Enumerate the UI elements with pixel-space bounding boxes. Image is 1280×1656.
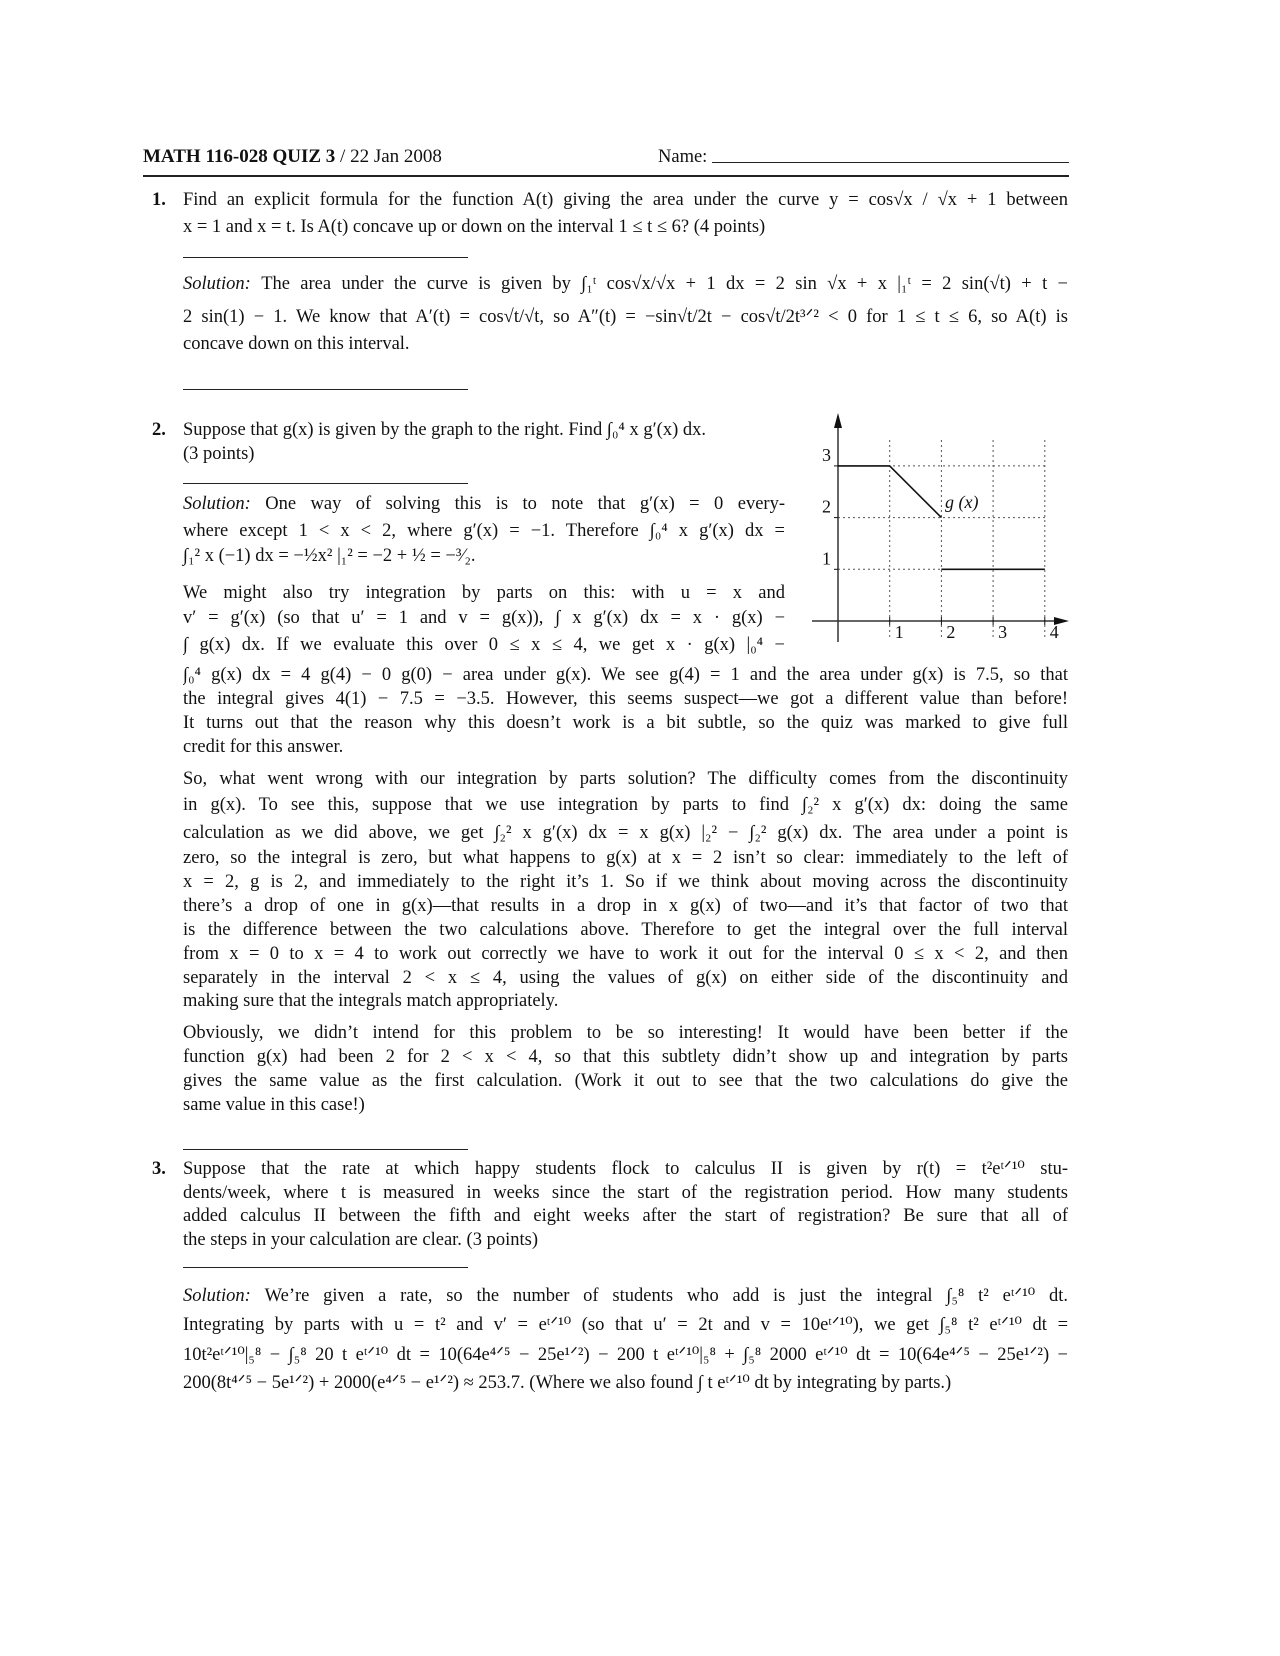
solution-paragraph-line: gives the same value as the first calculation. (Work it out to see that the two calculations do give the	[183, 1071, 1068, 1091]
question-text: added calculus II between the fifth and eight weeks after the start of registration? Be sure that all of	[183, 1206, 1068, 1226]
x-tick-label: 3	[998, 622, 1008, 642]
question-number: 3.	[152, 1159, 166, 1179]
solution-paragraph-line: Obviously, we didn’t intend for this problem to be so interesting! It would have been better if the	[183, 1023, 1068, 1043]
solution-line: 10t²eᵗᐟ¹⁰|₅⁸ − ∫₅⁸ 20 t eᵗᐟ¹⁰ dt = 10(64e⁴ᐟ⁵ − 25e¹ᐟ²) − 200 t eᵗᐟ¹⁰|₅⁸ + ∫₅⁸ 2000 eᵗᐟ¹⁰ dt = 10(64e⁴ᐟ⁵ − 25e¹ᐟ²) −	[183, 1345, 1068, 1365]
solution-label: Solution:	[183, 274, 262, 294]
question-number: 2.	[152, 420, 166, 440]
solution-line: ∫ g(x) dx. If we evaluate this over 0 ≤ x ≤ 4, we get x · g(x) |₀⁴ −	[183, 635, 785, 655]
solution-line: Solution: One way of solving this is to note that g′(x) = 0 every-	[183, 494, 785, 514]
separator-rule	[183, 483, 468, 484]
solution-paragraph-line: there’s a drop of one in g(x)—that results in a drop in x g(x) of two—and it’s that factor of two that	[183, 896, 1068, 916]
solution-paragraph-line: same value in this case!)	[183, 1095, 365, 1115]
solution-line: credit for this answer.	[183, 737, 344, 757]
name-label: Name:	[658, 147, 708, 167]
x-tick-label: 1	[894, 622, 904, 642]
solution-paragraph-line: separately in the interval 2 < x ≤ 4, using the values of g(x) on either side of the discontinuity and	[183, 968, 1068, 988]
question-text: Find an explicit formula for the function A(t) giving the area under the curve y = cos√x / √x + 1 between	[183, 190, 1068, 210]
solution-paragraph-line: making sure that the integrals match appropriately.	[183, 991, 559, 1011]
question-text: Suppose that the rate at which happy students flock to calculus II is given by r(t) = t²eᵗᐟ¹⁰ stu-	[183, 1159, 1068, 1179]
solution-label: Solution:	[183, 494, 266, 514]
separator-rule	[183, 1267, 468, 1268]
solution-line: 2 sin(1) − 1. We know that A′(t) = cos√t/√t, so A″(t) = −sin√t/2t − cos√t/2t³ᐟ² < 0 for 1 ≤ t ≤ 6, so A(t) is	[183, 307, 1068, 327]
question-text: dents/week, where t is measured in weeks since the start of the registration period. How many students	[183, 1183, 1068, 1203]
solution-line: the integral gives 4(1) − 7.5 = −3.5. However, this seems suspect—we got a different value than before!	[183, 689, 1068, 709]
solution-line: It turns out that the reason why this doesn’t work is a bit subtle, so the quiz was marked to give full	[183, 713, 1068, 733]
y-tick-label: 2	[822, 496, 831, 517]
question-text: the steps in your calculation are clear. (3 points)	[183, 1230, 538, 1250]
solution-paragraph-line: x = 2, g is 2, and immediately to the right it’s 1. So if we think about moving across the discontinuity	[183, 872, 1068, 892]
question-text: x = 1 and x = t. Is A(t) concave up or down on the interval 1 ≤ t ≤ 6? (4 points)	[183, 217, 766, 237]
solution-paragraph-line: zero, so the integral is zero, but what happens to g(x) at x = 2 isn’t so clear: immediately to the left of	[183, 848, 1068, 868]
course-title: MATH 116-028 QUIZ 3	[143, 146, 336, 167]
curve-label: g (x)	[945, 492, 979, 512]
question-text: Suppose that g(x) is given by the graph to the right. Find ∫₀⁴ x g′(x) dx.	[183, 420, 706, 440]
solution-paragraph-line: is the difference between the two calculations above. Therefore to get the integral over the full interval	[183, 920, 1068, 940]
solution-line: Integrating by parts with u = t² and v′ = eᵗᐟ¹⁰ (so that u′ = 2t and v = 10eᵗᐟ¹⁰), we get ∫₅⁸ t² eᵗᐟ¹⁰ dt =	[183, 1315, 1068, 1335]
g-curve-segment	[890, 466, 942, 518]
solution-paragraph-line: from x = 0 to x = 4 to work out correctly we have to work it out for the interval 0 ≤ x < 2, and then	[183, 944, 1068, 964]
solution-paragraph-line: in g(x). To see this, suppose that we use integration by parts to find ∫₂² x g′(x) dx: doing the same	[183, 795, 1068, 815]
solution-paragraph-line: calculation as we did above, we get ∫₂² x g′(x) dx = x g(x) |₂² − ∫₂² g(x) dx. The area under a point is	[183, 823, 1068, 843]
quiz-date: / 22 Jan 2008	[340, 146, 442, 167]
solution-line: concave down on this interval.	[183, 334, 410, 354]
separator-rule	[183, 389, 468, 390]
y-tick-label: 1	[822, 548, 831, 569]
solution-line: We might also try integration by parts on this: with u = x and	[183, 583, 785, 603]
solution-paragraph-line: So, what went wrong with our integration by parts solution? The difficulty comes from the discontinuity	[183, 769, 1068, 789]
solution-line: where except 1 < x < 2, where g′(x) = −1. Therefore ∫₀⁴ x g′(x) dx =	[183, 521, 785, 541]
solution-paragraph-line: function g(x) had been 2 for 2 < x < 4, so that this subtlety didn’t show up and integration by parts	[183, 1047, 1068, 1067]
question-number: 1.	[152, 190, 166, 210]
solution-line: ∫₀⁴ g(x) dx = 4 g(4) − 0 g(0) − area under g(x). We see g(4) = 1 and the area under g(x) is 7.5, so that	[183, 665, 1068, 685]
solution-line: Solution: The area under the curve is given by ∫₁ᵗ cos√x/√x + 1 dx = 2 sin √x + x |₁ᵗ = 2 sin(√t) + t −	[183, 274, 1068, 294]
solution-label: Solution:	[183, 1286, 265, 1306]
question-text: (3 points)	[183, 444, 255, 464]
y-tick-label: 3	[822, 444, 831, 465]
solution-line: ∫₁² x (−1) dx = −½x² |₁² = −2 + ½ = −³⁄₂.	[183, 546, 476, 566]
x-tick-label: 4	[1049, 622, 1059, 642]
separator-rule	[183, 1149, 468, 1150]
x-tick-label: 2	[946, 622, 956, 642]
solution-line: 200(8t⁴ᐟ⁵ − 5e¹ᐟ²) + 2000(e⁴ᐟ⁵ − e¹ᐟ²) ≈ 253.7. (Where we also found ∫ t eᵗᐟ¹⁰ dt by integrating by parts.)	[183, 1373, 952, 1393]
y-axis-arrow-icon	[834, 413, 842, 428]
separator-rule	[183, 257, 468, 258]
solution-line: v′ = g′(x) (so that u′ = 1 and v = g(x)), ∫ x g′(x) dx = x · g(x) −	[183, 608, 785, 628]
solution-line: Solution: We’re given a rate, so the number of students who add is just the integral ∫₅⁸ t² eᵗᐟ¹⁰ dt.	[183, 1286, 1068, 1306]
